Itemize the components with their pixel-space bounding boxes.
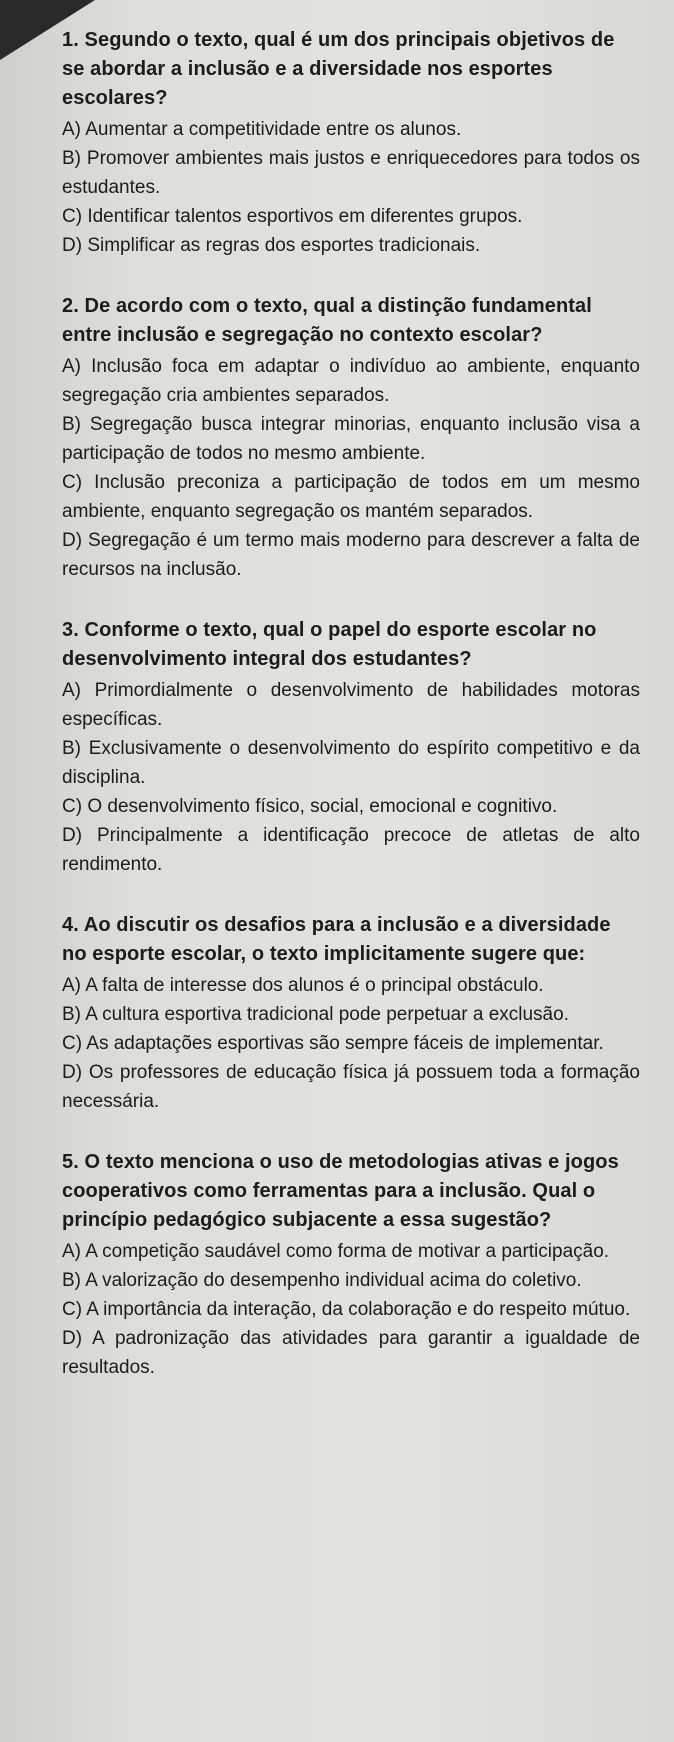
option-list — [62, 971, 640, 1116]
question-1 — [62, 26, 640, 260]
question-4 — [62, 911, 640, 1116]
option-d[interactable]: D) Segregação é um termo mais moderno para descrever a falta de recursos na inclusão. — [62, 530, 640, 580]
option-b[interactable]: B) Promover ambientes mais justos e enriquecedores para todos os estudantes. — [62, 148, 640, 198]
option-list — [62, 676, 640, 879]
option-c[interactable]: C) Identificar talentos esportivos em diferentes grupos. — [62, 206, 523, 227]
option-b[interactable]: B) Segregação busca integrar minorias, enquanto inclusão visa a participação de todos no mesmo ambiente. — [62, 414, 640, 464]
option-d[interactable]: D) Os professores de educação física já possuem toda a formação necessária. — [62, 1062, 640, 1112]
option-b[interactable]: B) A valorização do desempenho individual acima do coletivo. — [62, 1270, 582, 1291]
question-5 — [62, 1148, 640, 1382]
option-c[interactable]: C) A importância da interação, da colaboração e do respeito mútuo. — [62, 1299, 631, 1320]
question-stem: 1. Segundo o texto, qual é um dos principais objetivos de se abordar a inclusão e a diversidade nos esportes escolares? — [62, 29, 615, 109]
option-d[interactable]: D) A padronização das atividades para garantir a igualdade de resultados. — [62, 1328, 640, 1378]
option-c[interactable]: C) As adaptações esportivas são sempre fáceis de implementar. — [62, 1033, 604, 1054]
option-list — [62, 1237, 640, 1382]
option-a[interactable]: A) Inclusão foca em adaptar o indivíduo ao ambiente, enquanto segregação cria ambientes separados. — [62, 356, 640, 406]
question-2 — [62, 292, 640, 584]
question-sheet — [62, 26, 640, 1414]
option-a[interactable]: A) A competição saudável como forma de motivar a participação. — [62, 1241, 610, 1262]
option-a[interactable]: A) Primordialmente o desenvolvimento de habilidades motoras específicas. — [62, 680, 640, 730]
option-a[interactable]: A) Aumentar a competitividade entre os alunos. — [62, 119, 462, 140]
question-stem: 3. Conforme o texto, qual o papel do esporte escolar no desenvolvimento integral dos estudantes? — [62, 619, 597, 670]
option-list — [62, 115, 640, 260]
question-3 — [62, 616, 640, 879]
option-list — [62, 352, 640, 584]
question-stem: 2. De acordo com o texto, qual a distinção fundamental entre inclusão e segregação no contexto escolar? — [62, 295, 592, 346]
option-a[interactable]: A) A falta de interesse dos alunos é o principal obstáculo. — [62, 975, 544, 996]
question-stem: 5. O texto menciona o uso de metodologias ativas e jogos cooperativos como ferramentas para a inclusão. Qual o princípio pedagógico subjacente a essa sugestão? — [62, 1151, 619, 1231]
option-d[interactable]: D) Principalmente a identificação precoce de atletas de alto rendimento. — [62, 825, 640, 875]
question-stem: 4. Ao discutir os desafios para a inclusão e a diversidade no esporte escolar, o texto implicitamente sugere que: — [62, 914, 611, 965]
option-c[interactable]: C) O desenvolvimento físico, social, emocional e cognitivo. — [62, 796, 558, 817]
option-c[interactable]: C) Inclusão preconiza a participação de todos em um mesmo ambiente, enquanto segregação os mantém separados. — [62, 472, 640, 522]
option-b[interactable]: B) Exclusivamente o desenvolvimento do espírito competitivo e da disciplina. — [62, 738, 640, 788]
option-d[interactable]: D) Simplificar as regras dos esportes tradicionais. — [62, 235, 481, 256]
option-b[interactable]: B) A cultura esportiva tradicional pode perpetuar a exclusão. — [62, 1004, 569, 1025]
